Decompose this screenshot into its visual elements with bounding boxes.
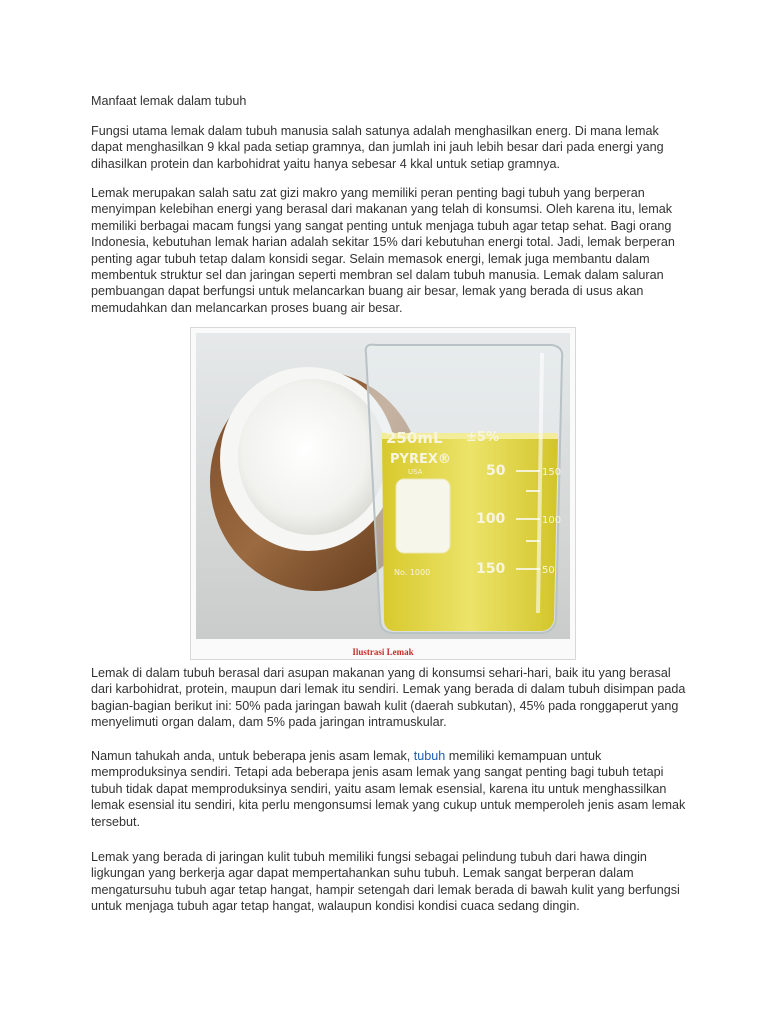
document-title: Manfaat lemak dalam tubuh	[91, 94, 247, 108]
paragraph-energy: Fungsi utama lemak dalam tubuh manusia salah satunya adalah menghasilkan energ. Di mana lemak dapat menghasilkan 9 kkal pada setiap gramnya, dan jumlah ini jauh lebih besar dari pada energi yang dihasilkan protein dan karbohidrat yaitu hanya sebesar 4 kkal untuk setiap gramnya.	[91, 124, 664, 171]
coconut-oil-image	[196, 333, 570, 639]
coconut-meat	[238, 379, 386, 535]
beaker-label-volume: 250mL	[386, 429, 443, 447]
paragraph-essential-fatty-acids	[91, 748, 691, 830]
beaker-label-country: USA	[408, 468, 423, 476]
beaker-label-brand: PYREX®	[390, 452, 451, 467]
paragraph-storage: Lemak di dalam tubuh berasal dari asupan makanan yang di konsumsi sehari-hari, baik itu yang berasal dari karbohidrat, protein, maupun dari lemak itu sendiri. Lemak yang berada di dalam tubuh disimpan pada bagian-bagian berikut ini: 50% pada jaringan bawah kulit (daerah subkutan), 45% pada ronggaperut yang menyelimuti organ dalam, dam 5% pada jaringan intramuskular.	[91, 666, 686, 730]
beaker-mark-150-right: 150	[542, 467, 562, 478]
figure-caption: Ilustrasi Lemak	[352, 647, 414, 657]
paragraph-insulation: Lemak yang berada di jaringan kulit tubuh memiliki fungsi sebagai pelindung tubuh dari hawa dingin ligkungan yang berkerja agar dapat mempertahankan suhu tubuh. Lemak sangat berperan dalam mengatursuhu tubuh agar tetap hangat, hampir setengah dari lemak berada di bawah kulit yang berfungsi untuk menjaga tubuh agar tetap hangat, walaupun kondisi kondisi cuaca sedang dingin.	[91, 850, 680, 914]
beaker-label-model: No. 1000	[394, 568, 431, 577]
beaker-label-tolerance: ±5%	[466, 430, 499, 445]
beaker-mark-50-right: 50	[542, 565, 555, 576]
paragraph-4-text-start: Namun tahukah anda, untuk beberapa jenis asam lemak,	[91, 749, 414, 763]
beaker-mark-50: 50	[486, 463, 506, 479]
beaker-mark-100-right: 100	[542, 515, 562, 526]
paragraph-4-text-end: memiliki kemampuan untuk memproduksinya sendiri. Tetapi ada beberapa jenis asam lemak yang sangat penting bagi tubuh tetapi tubuh tidak dapat memproduksinya sendiri, yaitu asam lemak esensial, karena itu untuk menghassilkan lemak esensial itu sendiri, kita perlu mengonsumsi lemak yang cukup untuk memperoleh jenis asam lemak tersebut.	[91, 749, 686, 829]
paragraph-role: Lemak merupakan salah satu zat gizi makro yang memiliki peran penting bagi tubuh yang berperan menyimpan kelebihan energi yang berasal dari makanan yang telah di konsumsi. Oleh karena itu, lemak memiliki berbagai macam fungsi yang sangat penting untuk menjaga tubuh agar tetap sehat. Bagi orang Indonesia, kebutuhan lemak harian adalah sekitar 15% dari kebutuhan energi total. Jadi, lemak berperan penting agar tubuh tetap dalam konsidi segar. Selain memasok energi, lemak juga membantu dalam membentuk struktur sel dan jaringan seperti membran sel dalam tubuh manusia. Lemak dalam saluran pembuangan dapat berfungsi untuk melancarkan buang air besar, lemak yang berada di usus akan memudahkan dan melancarkan proses buang air besar.	[91, 186, 675, 315]
beaker-mark-100: 100	[476, 511, 506, 527]
beaker-mark-150: 150	[476, 561, 506, 577]
figure-illustration	[190, 327, 576, 660]
tubuh-link[interactable]: tubuh	[413, 749, 446, 763]
